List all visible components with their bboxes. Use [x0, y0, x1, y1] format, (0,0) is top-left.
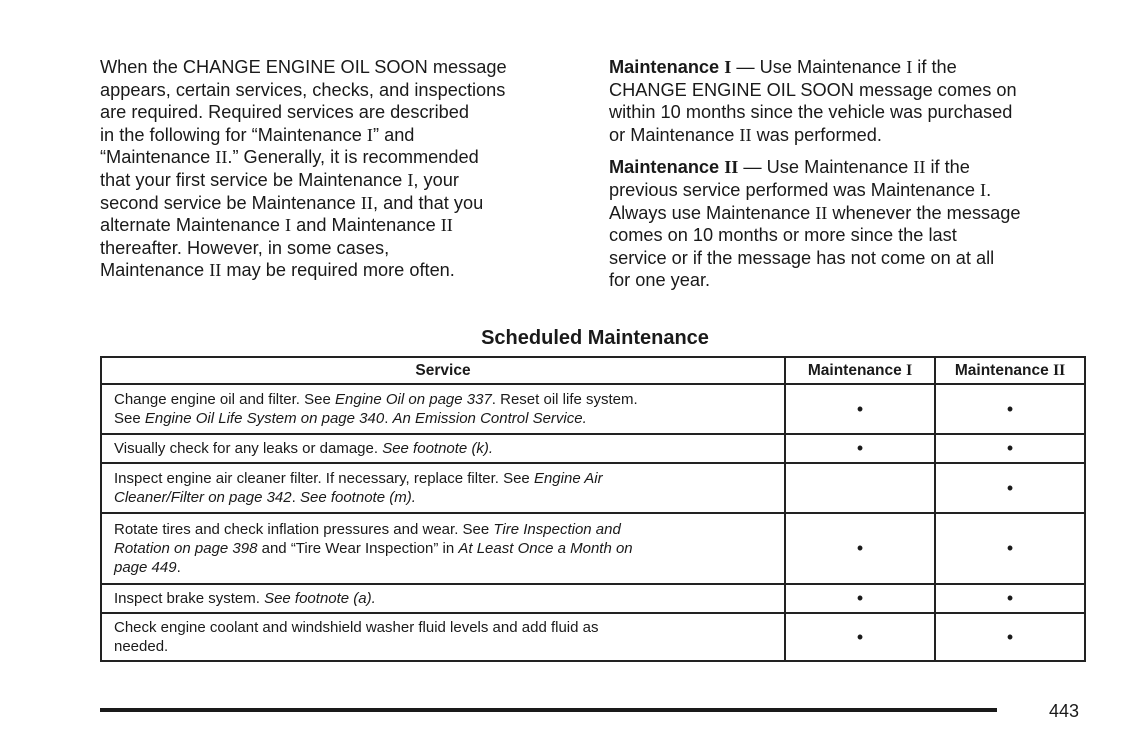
maintenance-ii-mark: •	[935, 384, 1085, 434]
text-segment: .	[176, 558, 181, 576]
maintenance-ii-definition	[609, 156, 1109, 292]
maintenance-ii-mark: •	[935, 434, 1085, 463]
header-service	[101, 357, 785, 384]
maintenance-i-mark	[785, 463, 935, 513]
text-segment: II	[215, 147, 228, 168]
text-segment: and “Tire Wear Inspection” in	[257, 539, 459, 557]
text-segment: Inspect brake system.	[114, 589, 265, 607]
text-segment: Visually check for any leaks or damage.	[114, 439, 383, 457]
text-segment: Inspect engine air cleaner filter. If necessary, replace filter. See	[114, 469, 534, 487]
text-segment: Maintenance	[807, 362, 907, 379]
maintenance-ii-mark: •	[935, 463, 1085, 513]
scheduled-maintenance-table	[100, 356, 1086, 662]
text-segment: — Use Maintenance	[738, 157, 914, 178]
text-segment: See footnote (m).	[299, 488, 416, 506]
footer-rule	[100, 708, 997, 712]
table-title: Scheduled Maintenance	[481, 327, 709, 349]
text-segment: thereafter. However, in some cases, Maintenance	[100, 237, 390, 281]
text-segment: An Emission Control Service.	[392, 409, 587, 427]
text-segment: II	[913, 157, 926, 178]
table-row	[101, 613, 1085, 661]
text-segment: Service	[415, 362, 471, 379]
text-segment: I	[906, 57, 913, 77]
table-row	[101, 384, 1085, 434]
text-segment: Maintenance	[954, 362, 1054, 379]
text-segment: — Use Maintenance	[731, 57, 907, 77]
text-segment: Change engine oil and filter. See	[114, 390, 335, 408]
text-segment: I	[366, 124, 373, 145]
text-segment: may be required more often.	[221, 260, 455, 281]
maintenance-i-mark: •	[785, 513, 935, 584]
text-segment: Engine Oil Life System on page 340	[144, 409, 385, 427]
text-segment: See footnote (k).	[382, 439, 494, 457]
maintenance-ii-mark: •	[935, 584, 1085, 613]
text-segment: I	[906, 362, 913, 379]
text-segment: . Always use Maintenance	[609, 179, 992, 223]
maintenance-ii-mark: •	[935, 613, 1085, 661]
text-segment: .” Generally, it is recommended that your first service be Maintenance	[100, 147, 479, 190]
text-segment: I	[285, 215, 292, 236]
text-segment: At Least Once a Month on page 449	[114, 539, 633, 576]
text-segment: and Maintenance	[291, 215, 441, 236]
text-segment: I	[980, 179, 987, 200]
text-segment: , and that you alternate Maintenance	[100, 192, 484, 236]
intro-paragraph	[100, 56, 595, 282]
text-segment: When the CHANGE ENGINE OIL SOON message appears, certain services, checks, and inspections are required. Required services are described in the following for “Maintenance	[100, 57, 507, 145]
text-segment: Engine Air Cleaner/Filter on page 342	[114, 469, 603, 506]
text-segment: Check engine coolant and windshield washer fluid levels and add fluid as needed.	[114, 618, 599, 655]
text-segment: .	[291, 488, 300, 506]
text-segment: . Reset oil life system. See	[114, 390, 638, 427]
maintenance-definitions	[609, 56, 1109, 302]
header-maintenance-i	[785, 357, 935, 384]
text-segment: II	[815, 202, 828, 223]
text-segment: Engine Oil on page 337	[335, 390, 492, 408]
service-cell	[101, 434, 785, 463]
header-maintenance-ii	[935, 357, 1085, 384]
maintenance-i-mark: •	[785, 584, 935, 613]
text-segment: I	[407, 169, 414, 190]
service-cell	[101, 584, 785, 613]
text-segment: II	[440, 215, 453, 236]
maintenance-i-definition	[609, 56, 1109, 146]
text-segment: II	[1053, 362, 1066, 379]
text-segment: II	[360, 192, 373, 213]
text-segment: II	[209, 260, 222, 281]
text-segment: if the CHANGE ENGINE OIL SOON message comes on within 10 months since the vehicle was purchased or Maintenance	[609, 57, 1017, 145]
text-segment: Tire Inspection and Rotation on page 398	[114, 520, 621, 557]
text-segment: II	[724, 157, 739, 178]
text-segment: Rotate tires and check inflation pressures and wear. See	[114, 520, 494, 538]
text-segment: II	[739, 124, 752, 145]
table-row	[101, 463, 1085, 513]
text-segment: if the previous service performed was Maintenance	[609, 157, 975, 200]
text-segment: was performed.	[751, 124, 882, 145]
table-row	[101, 513, 1085, 584]
text-segment: ” and “Maintenance	[100, 124, 415, 168]
text-segment: , your second service be Maintenance	[100, 169, 459, 213]
service-cell	[101, 384, 785, 434]
service-cell	[101, 613, 785, 661]
text-segment: Maintenance	[609, 157, 725, 178]
maintenance-i-mark: •	[785, 384, 935, 434]
maintenance-ii-mark: •	[935, 513, 1085, 584]
service-cell	[101, 463, 785, 513]
text-segment: See footnote (a).	[264, 589, 376, 607]
maintenance-i-mark: •	[785, 434, 935, 463]
table-header-row	[101, 357, 1085, 384]
text-segment: I	[724, 57, 732, 77]
text-segment: .	[384, 409, 393, 427]
page-number: 443	[1049, 701, 1080, 721]
maintenance-i-mark: •	[785, 613, 935, 661]
service-cell	[101, 513, 785, 584]
table-row	[101, 434, 1085, 463]
text-segment: Maintenance	[609, 57, 725, 77]
table-row	[101, 584, 1085, 613]
text-segment: whenever the message comes on 10 months or more since the last service or if the message has not come on at all for one year.	[609, 202, 1021, 291]
